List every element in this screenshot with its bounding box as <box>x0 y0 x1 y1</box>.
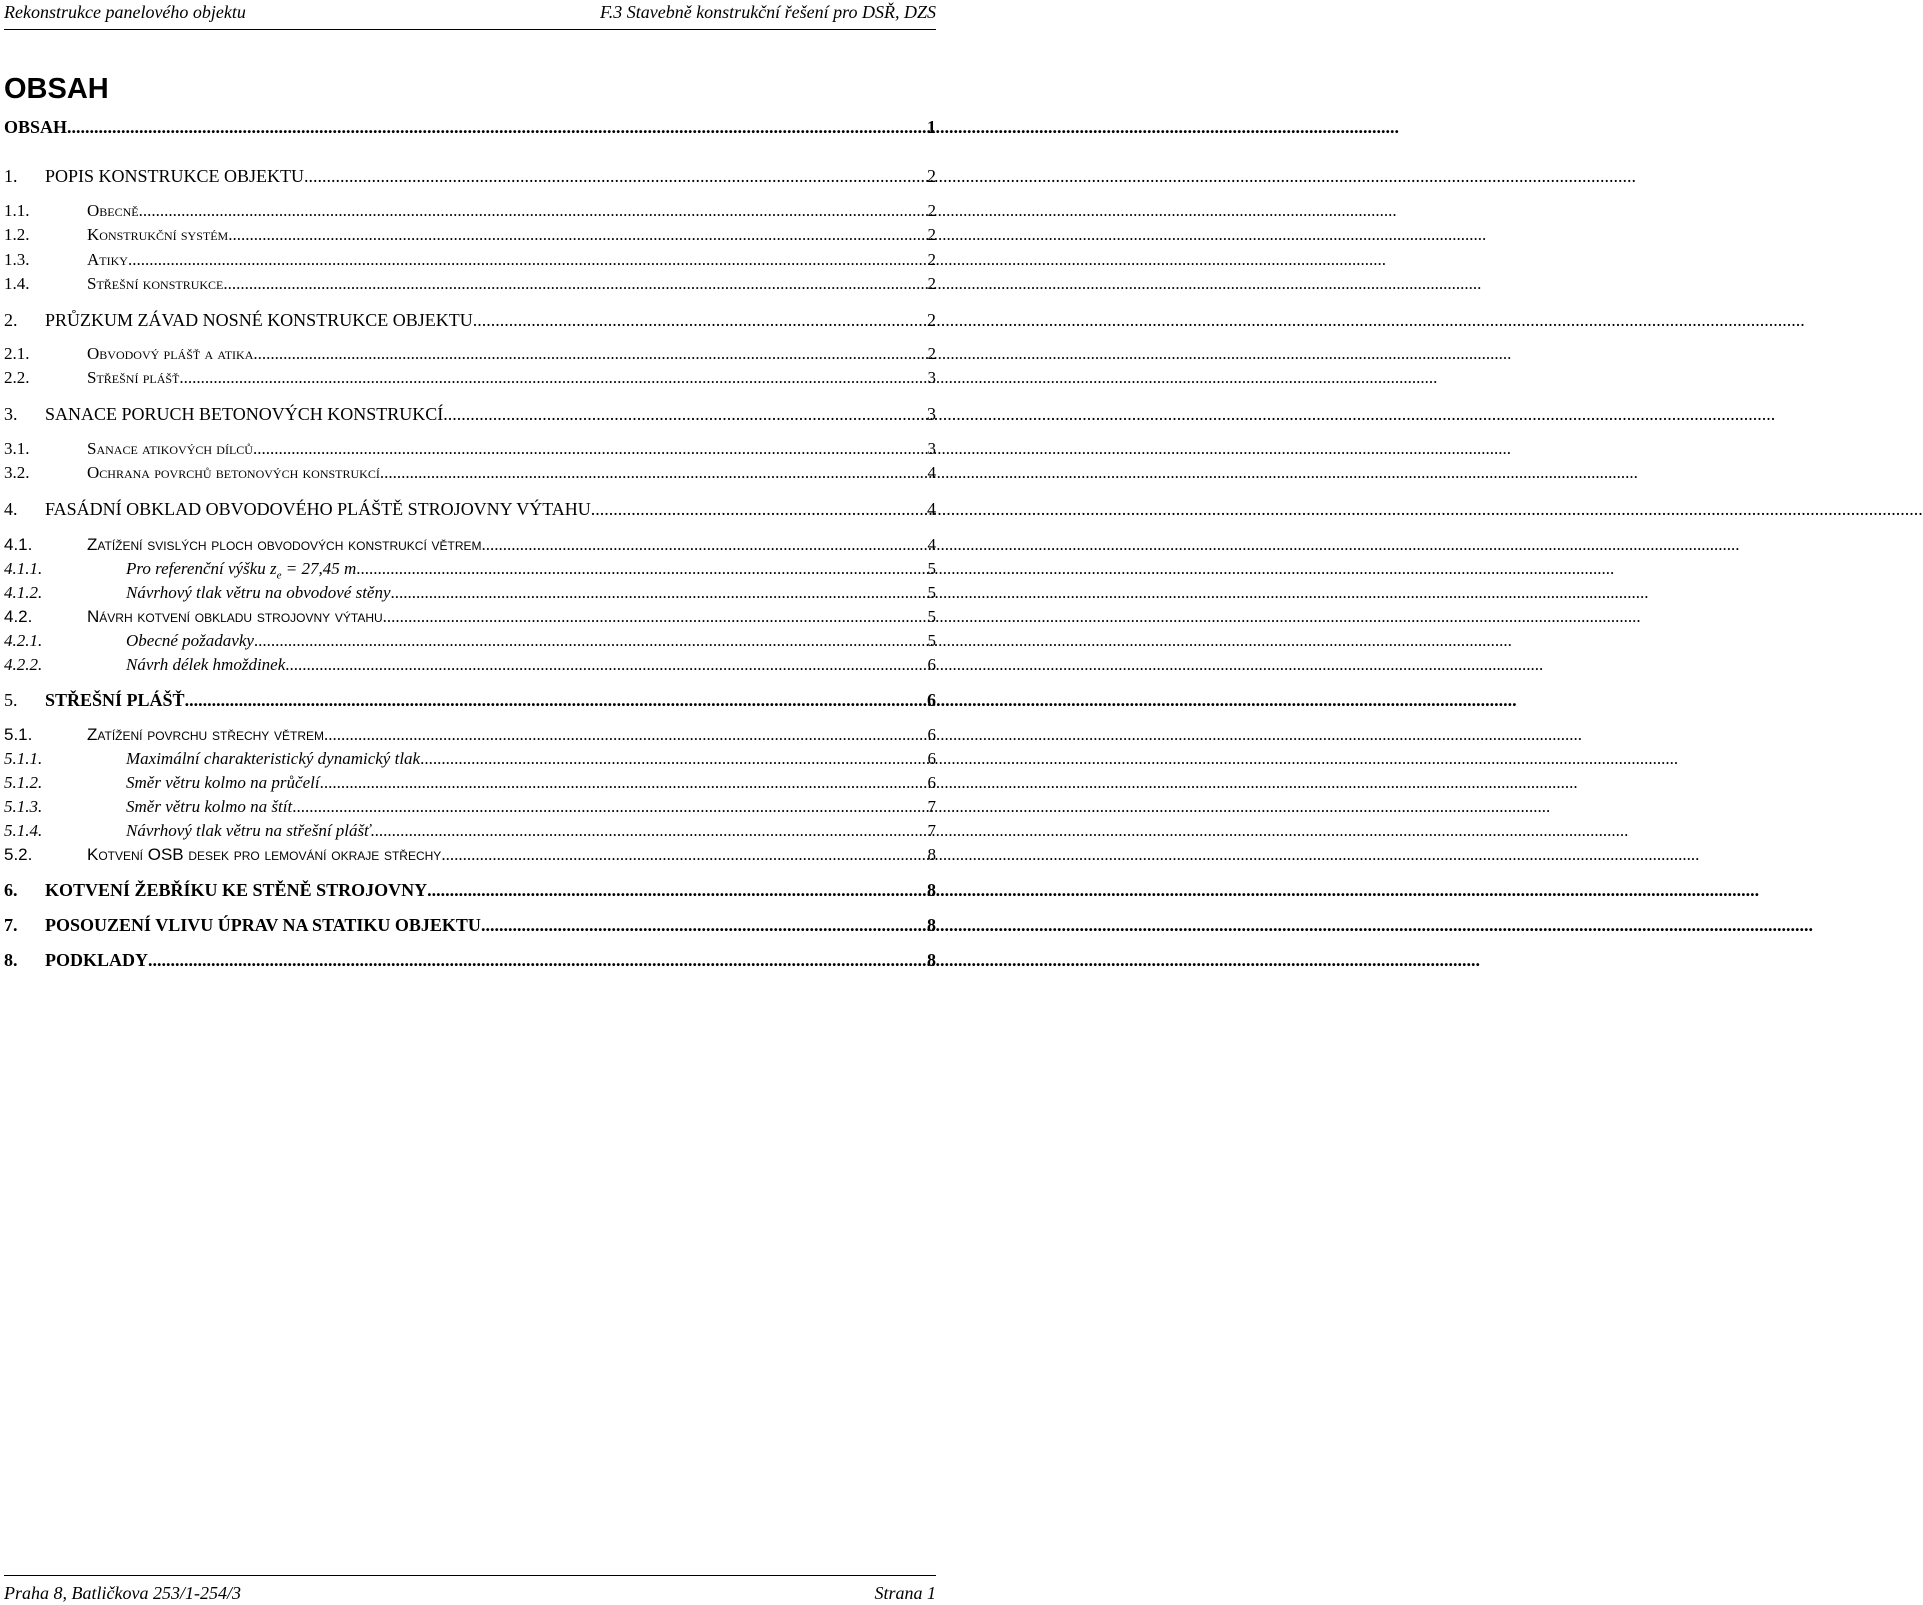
toc-entry-page: 3 <box>927 439 936 458</box>
toc-entry-title: Obvodový plášť a atika <box>87 344 254 363</box>
toc-entry-number: 5.1.3. <box>4 797 43 816</box>
toc-entry[interactable] <box>4 499 936 523</box>
toc-entry[interactable] <box>4 749 936 773</box>
toc-entry[interactable] <box>4 310 936 334</box>
toc-entry-number: 7. <box>4 915 18 935</box>
toc-entry-number: 5. <box>4 690 18 710</box>
toc-entry-page: 2 <box>927 344 936 363</box>
toc-entry-number: 5.1.1. <box>4 749 43 768</box>
toc-entry-number: 4.1.2. <box>4 583 43 602</box>
toc-entry-number: 4. <box>4 499 18 519</box>
toc-leader-dots <box>380 463 926 483</box>
toc-entry-page: 8 <box>927 915 936 935</box>
toc-entry-number: 4.2.2. <box>4 655 43 674</box>
toc-leader-dots <box>427 880 925 901</box>
toc-entry-page: 6 <box>927 749 936 768</box>
toc-entry[interactable] <box>4 821 936 845</box>
toc-entry-title: Obecné požadavky <box>126 631 254 650</box>
toc-entry-number: 5.2. <box>4 845 33 864</box>
toc-entry[interactable] <box>4 690 936 714</box>
toc-entry-title: Konstrukční systém <box>87 225 229 244</box>
toc-entry-title: Návrh kotvení obkladu strojovny výtahu <box>87 607 383 626</box>
toc-entry[interactable] <box>4 404 936 428</box>
header-document-title: Rekonstrukce panelového objektu <box>4 2 246 22</box>
toc-leader-dots <box>253 344 925 364</box>
toc-entry-number: 4.1. <box>4 535 33 554</box>
toc-leader-dots <box>324 725 925 745</box>
toc-entry-number: 2. <box>4 310 18 330</box>
toc-leader-dots <box>139 201 926 221</box>
toc-entry-page: 7 <box>927 821 936 840</box>
toc-entry[interactable] <box>4 344 936 368</box>
toc-entry[interactable] <box>4 655 936 679</box>
toc-leader-dots <box>304 166 925 187</box>
toc-entry-number: 6. <box>4 880 18 900</box>
toc-entry-title: Sanace atikových dílců <box>87 439 253 458</box>
toc-entry-page: 3 <box>927 404 936 424</box>
toc-leader-dots <box>223 274 925 294</box>
toc-entry-title: SANACE PORUCH BETONOVÝCH KONSTRUKCÍ <box>45 404 444 424</box>
toc-entry-page: 4 <box>927 499 936 519</box>
toc-entry[interactable] <box>4 117 936 141</box>
toc-entry-title: Obecně <box>87 201 139 220</box>
toc-entry-title: PRŮZKUM ZÁVAD NOSNÉ KONSTRUKCE OBJEKTU <box>45 310 473 330</box>
toc-entry-page: 2 <box>927 274 936 293</box>
toc-entry-title: STŘEŠNÍ PLÁŠŤ <box>45 690 185 710</box>
toc-entry-page: 8 <box>927 880 936 900</box>
toc-leader-dots <box>441 845 925 865</box>
toc-entry[interactable] <box>4 201 936 225</box>
toc-entry[interactable] <box>4 583 936 607</box>
toc-entry-title: Zatížení povrchu střechy větrem <box>87 725 325 744</box>
toc-entry[interactable] <box>4 225 936 249</box>
toc-entry[interactable] <box>4 725 936 749</box>
toc-entry[interactable] <box>4 559 936 583</box>
toc-entry-title: KOTVENÍ ŽEBŘÍKU KE STĚNĚ STROJOVNY <box>45 880 428 900</box>
toc-entry[interactable] <box>4 463 936 487</box>
toc-entry-page: 2 <box>927 250 936 269</box>
toc-leader-dots <box>481 915 925 936</box>
page-header <box>4 2 936 30</box>
toc-leader-dots <box>591 499 925 520</box>
toc-leader-dots <box>285 655 925 675</box>
footer-page-number: Strana 1 <box>874 1583 936 1603</box>
toc-entry-page: 8 <box>927 950 936 970</box>
toc-leader-dots <box>420 749 925 769</box>
toc-entry[interactable] <box>4 880 936 904</box>
toc-entry-title: POSOUZENÍ VLIVU ÚPRAV NA STATIKU OBJEKTU <box>45 915 481 935</box>
toc-entry-title: Střešní plášť <box>87 368 180 387</box>
toc-entry-page: 4 <box>927 535 936 554</box>
toc-entry-title: Zatížení svislých ploch obvodových konstrukcí větrem <box>87 535 482 554</box>
toc-entry[interactable] <box>4 631 936 655</box>
toc-entry[interactable] <box>4 915 936 939</box>
toc-entry-page: 5 <box>927 607 936 626</box>
toc-entry-page: 1 <box>927 117 936 137</box>
toc-leader-dots <box>391 583 926 603</box>
toc-entry-title: Střešní konstrukce <box>87 274 224 293</box>
toc-entry-number: 1.2. <box>4 225 30 244</box>
toc-entry-title: OBSAH <box>4 117 68 137</box>
toc-entry[interactable] <box>4 845 936 869</box>
toc-entry-title: Maximální charakteristický dynamický tlak <box>126 749 421 768</box>
toc-leader-dots <box>228 225 925 245</box>
toc-entry-subscript: e <box>276 569 282 582</box>
page-title: OBSAH <box>4 73 109 105</box>
toc-entry-number: 3.2. <box>4 463 30 482</box>
toc-entry-number: 3. <box>4 404 18 424</box>
toc-entry-page: 6 <box>927 690 936 710</box>
toc-entry[interactable] <box>4 773 936 797</box>
toc-entry-page: 4 <box>927 463 936 482</box>
toc-entry[interactable] <box>4 439 936 463</box>
toc-entry-page: 7 <box>927 797 936 816</box>
toc-leader-dots <box>443 404 925 425</box>
toc-entry-title: Návrh délek hmoždinek <box>126 655 286 674</box>
toc-entry-page: 8 <box>927 845 936 864</box>
toc-entry-page: 5 <box>927 583 936 602</box>
toc-leader-dots <box>254 631 926 651</box>
toc-entry-title: Směr větru kolmo na průčelí <box>126 773 320 792</box>
toc-entry-title: Ochrana povrchů betonových konstrukcí <box>87 463 380 482</box>
toc-entry-page: 2 <box>927 225 936 244</box>
toc-entry-page: 3 <box>927 368 936 387</box>
toc-leader-dots <box>148 950 925 971</box>
toc-entry-title: Návrhový tlak větru na obvodové stěny <box>126 583 391 602</box>
toc-entry-title: POPIS KONSTRUKCE OBJEKTU <box>45 166 305 186</box>
toc-entry-number: 4.2. <box>4 607 33 626</box>
toc-entry[interactable] <box>4 368 936 392</box>
toc-entry-title: PODKLADY <box>45 950 148 970</box>
footer-address: Praha 8, Batličkova 253/1-254/3 <box>4 1583 241 1603</box>
page-footer <box>4 1575 936 1604</box>
toc-entry-page: 6 <box>927 773 936 792</box>
toc-entry-number: 3.1. <box>4 439 30 458</box>
toc-entry-number: 2.1. <box>4 344 30 363</box>
toc-entry-number: 5.1.4. <box>4 821 43 840</box>
toc-entry[interactable] <box>4 166 936 190</box>
toc-entry-number: 4.2.1. <box>4 631 43 650</box>
toc-entry[interactable] <box>4 607 936 631</box>
toc-entry[interactable] <box>4 950 936 974</box>
toc-leader-dots <box>356 559 925 579</box>
toc-entry-title: Kotvení OSB desek pro lemování okraje střechy <box>87 845 442 864</box>
toc-leader-dots <box>185 690 925 711</box>
toc-entry-number: 1. <box>4 166 18 186</box>
toc-entry-page: 2 <box>927 201 936 220</box>
toc-entry-number: 8. <box>4 950 18 970</box>
toc-entry-title: Atiky <box>87 250 128 269</box>
toc-entry-number: 4.1.1. <box>4 559 43 578</box>
toc-entry-title: FASÁDNÍ OBKLAD OBVODOVÉHO PLÁŠTĚ STROJOVNY VÝTAHU <box>45 499 591 519</box>
toc-entry[interactable] <box>4 535 936 559</box>
toc-leader-dots <box>67 117 925 138</box>
toc-entry-page: 2 <box>927 310 936 330</box>
toc-leader-dots <box>128 250 926 270</box>
toc-leader-dots <box>320 773 926 793</box>
toc-entry-title: Pro referenční výšku $z_e = 27,45$ m <box>126 559 357 582</box>
toc-entry-page: 2 <box>927 166 936 186</box>
toc-leader-dots <box>473 310 925 331</box>
toc-entry-page: 5 <box>927 559 936 578</box>
toc-entry-number: 5.1.2. <box>4 773 43 792</box>
toc-entry[interactable] <box>4 274 936 298</box>
toc-entry[interactable] <box>4 797 936 821</box>
toc-leader-dots <box>482 535 926 555</box>
toc-entry-page: 6 <box>927 725 936 744</box>
toc-entry-number: 1.3. <box>4 250 30 269</box>
toc-entry[interactable] <box>4 250 936 274</box>
header-section-title: F.3 Stavebně konstrukční řešení pro DSŘ, DZS <box>600 2 936 22</box>
toc-leader-dots <box>292 797 925 817</box>
toc-leader-dots <box>253 439 926 459</box>
toc-leader-dots <box>370 821 925 841</box>
toc-entry-number: 1.1. <box>4 201 30 220</box>
toc-entry-page: 5 <box>927 631 936 650</box>
toc-entry-title: Směr větru kolmo na štít <box>126 797 293 816</box>
toc-entry-number: 5.1. <box>4 725 33 744</box>
toc-entry-number: 1.4. <box>4 274 30 293</box>
toc-entry-number: 2.2. <box>4 368 30 387</box>
toc-leader-dots <box>383 607 926 627</box>
toc-entry-title: Návrhový tlak větru na střešní plášť <box>126 821 371 840</box>
toc-entry-page: 6 <box>927 655 936 674</box>
toc-leader-dots <box>179 368 925 388</box>
